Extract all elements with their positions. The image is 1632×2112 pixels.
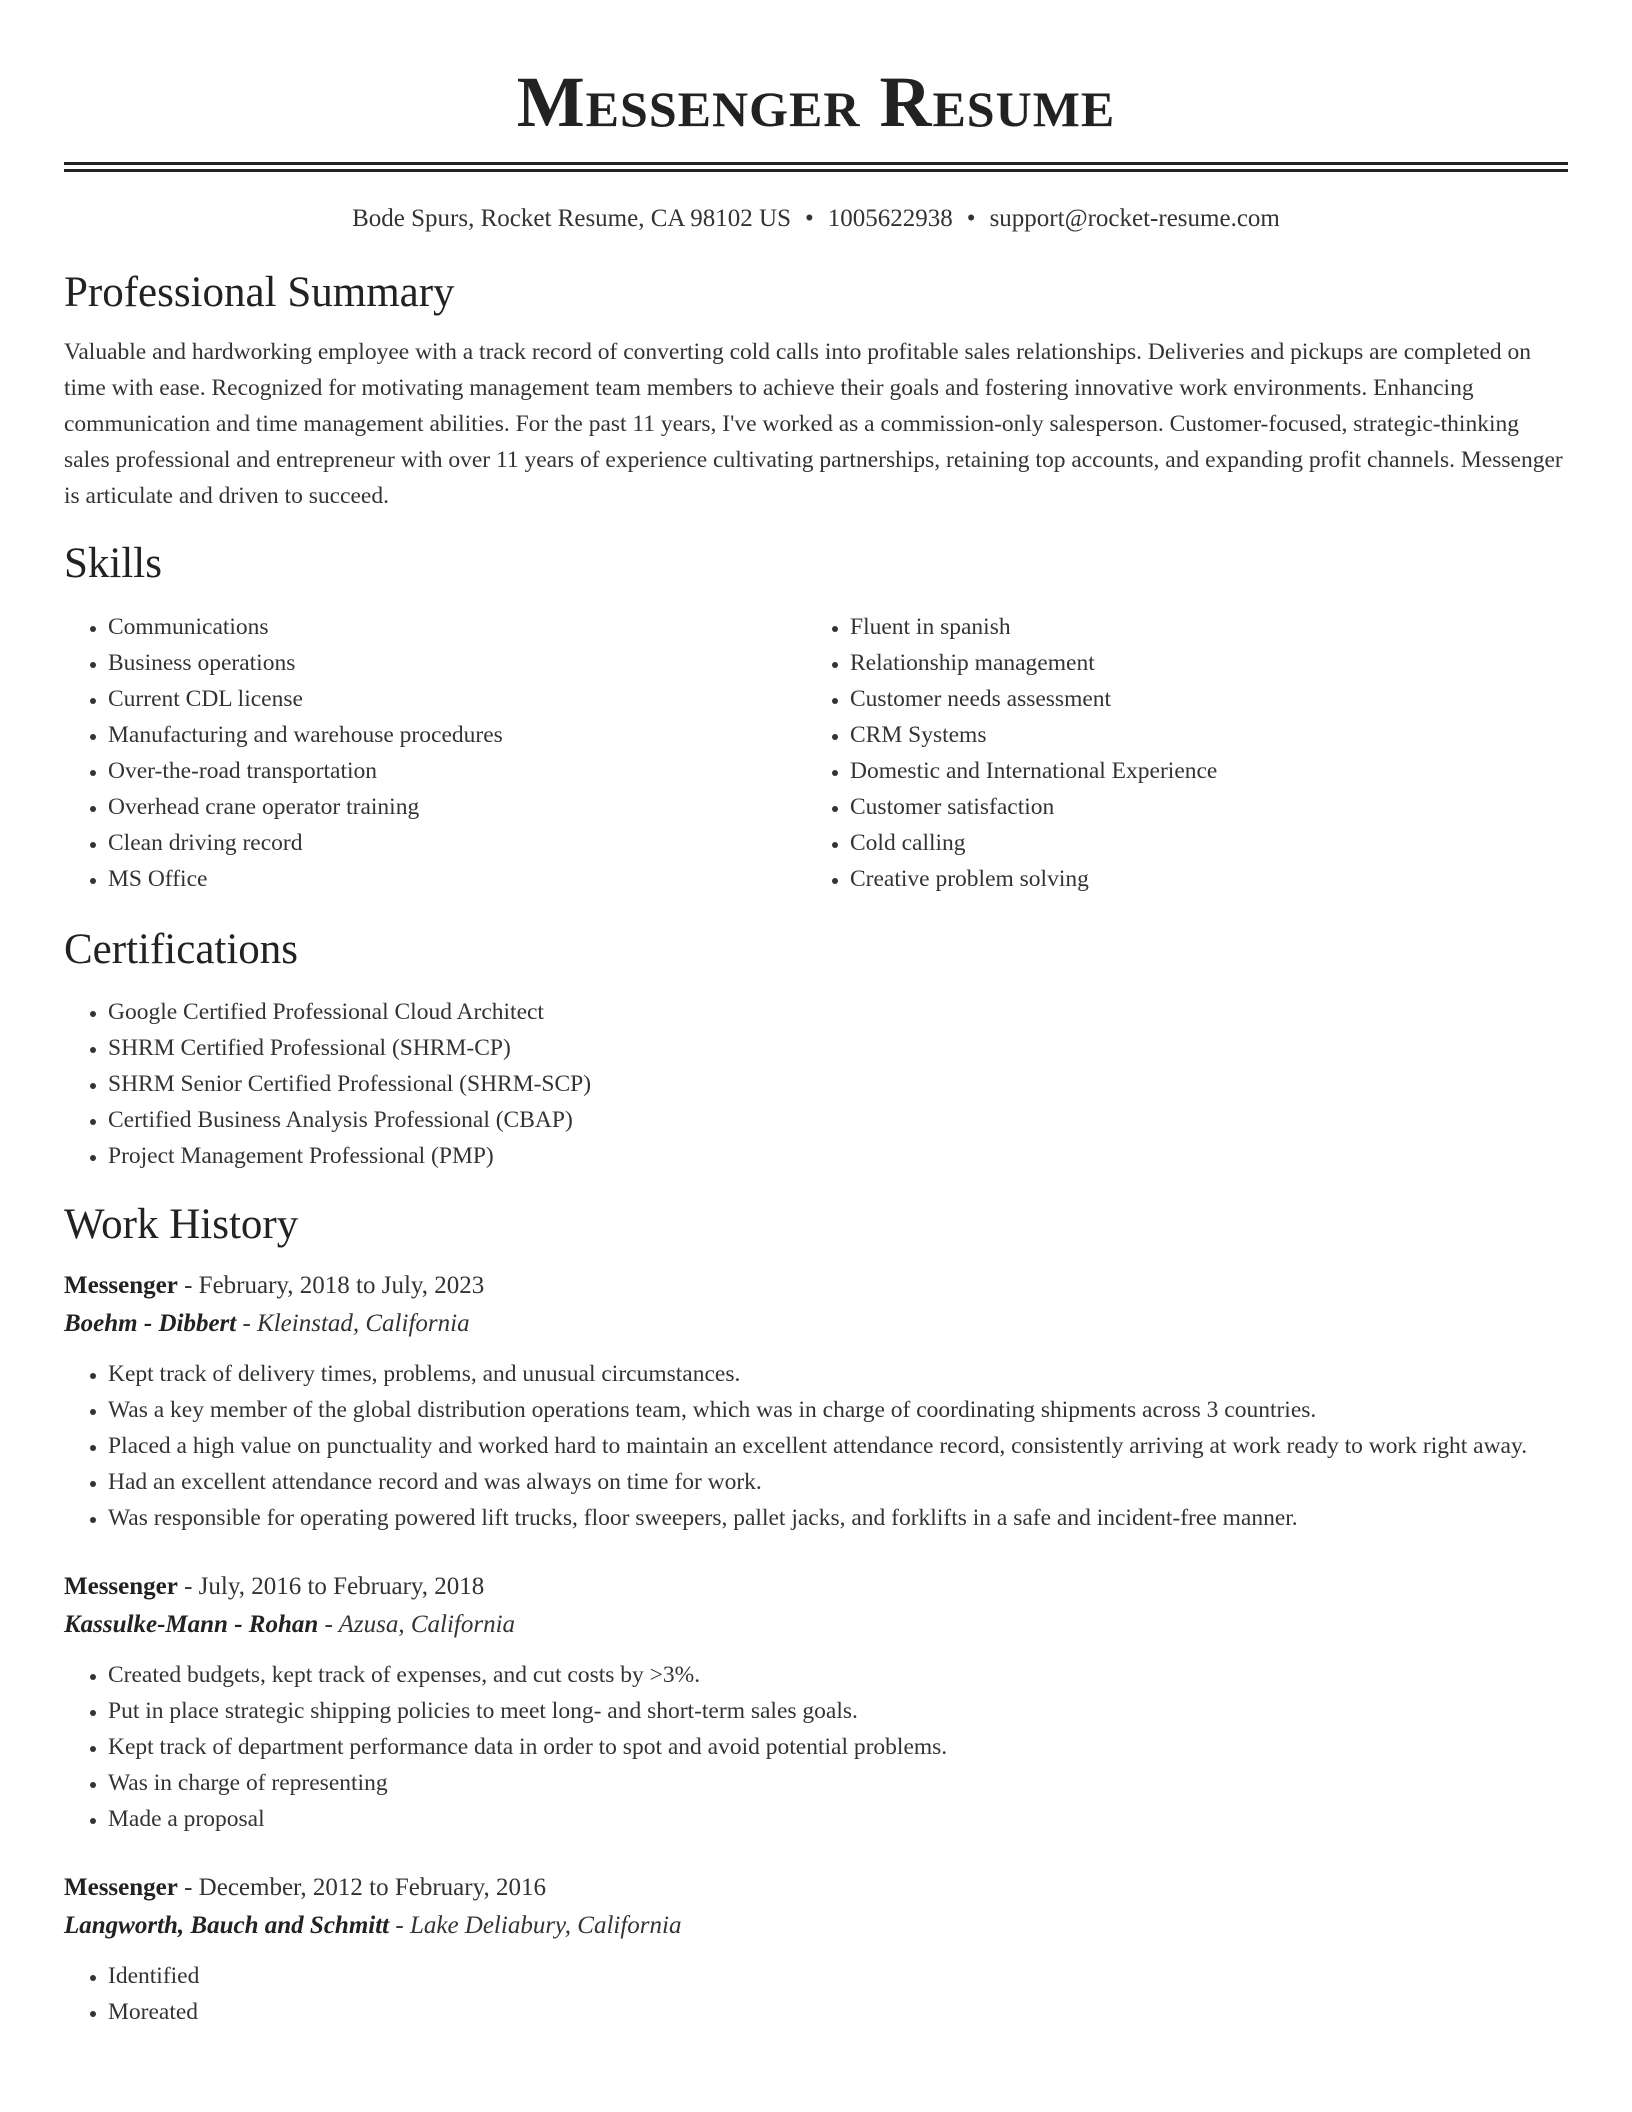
job-bullets (64, 1657, 1568, 1837)
job-bullet: • Placed a high value on punctuality and worked hard to maintain an excellent attendance record, consistently arriving at work ready to work right away. (108, 1428, 1568, 1464)
contact-line (64, 202, 1568, 236)
skill-item: • Relationship management (850, 645, 1548, 681)
job-title-line (64, 1267, 1568, 1305)
certifications-list (64, 994, 1568, 1174)
job-company-line (64, 1305, 1568, 1343)
job-bullet: • Kept track of delivery times, problems, and unusual circumstances. (108, 1356, 1568, 1392)
title-divider (64, 162, 1568, 172)
contact-address: Bode Spurs, Rocket Resume, CA 98102 US (352, 205, 792, 232)
job-dates: December, 2012 to February, 2016 (198, 1874, 546, 1901)
job-entry (64, 1869, 1568, 2030)
contact-separator: • (966, 205, 976, 232)
job-entry (64, 1568, 1568, 1837)
job-entry (64, 1267, 1568, 1536)
job-bullet: • Kept track of department performance data in order to spot and avoid potential problems. (108, 1729, 1568, 1765)
job-title-line (64, 1568, 1568, 1606)
resume-page (64, 0, 1568, 2030)
summary-heading: Professional Summary (64, 269, 455, 316)
job-bullets (64, 1356, 1568, 1536)
job-bullet: • Was a key member of the global distribution operations team, which was in charge of coordinating shipments across 3 countries. (108, 1392, 1568, 1428)
certification-item: • Google Certified Professional Cloud Architect (108, 994, 1568, 1030)
job-location: Azusa, California (338, 1611, 516, 1638)
dash-separator: - (389, 1912, 410, 1939)
job-location: Lake Deliabury, California (409, 1912, 682, 1939)
skill-item: • Cold calling (850, 825, 1548, 861)
dash-separator: - (177, 1573, 199, 1600)
certification-item: • SHRM Senior Certified Professional (SHRM-SCP) (108, 1066, 1568, 1102)
skill-item: • Creative problem solving (850, 861, 1548, 897)
dash-separator: - (318, 1611, 339, 1638)
skill-item: • Customer satisfaction (850, 789, 1548, 825)
certification-item: • Certified Business Analysis Professional (CBAP) (108, 1102, 1568, 1138)
summary-text: Valuable and hardworking employee with a track record of converting cold calls into profitable sales relationships. Deliveries and pickups are completed on time with ease. Recognized for motivating management team members to achieve their goals and fostering innovative work environments. Enhancing communication and time management abilities. For the past 11 years, I've worked as a commission-only salesperson. Customer-focused, strategic-thinking sales professional and entrepreneur with over 11 years of experience cultivating partnerships, retaining top accounts, and expanding profit channels. Messenger is articulate and driven to succeed. (64, 339, 1563, 509)
skill-item: • CRM Systems (850, 717, 1548, 753)
dash-separator: - (177, 1874, 199, 1901)
job-role: Messenger (64, 1874, 178, 1901)
skill-item: • Clean driving record (108, 825, 806, 861)
contact-separator: • (805, 205, 814, 232)
job-bullet: • Moreated (108, 1994, 1568, 2030)
skill-item: • Over-the-road transportation (108, 753, 806, 789)
skills-heading: Skills (64, 540, 162, 587)
job-company-line (64, 1907, 1568, 1945)
certification-item: • Project Management Professional (PMP) (108, 1138, 1568, 1174)
job-bullet: • Had an excellent attendance record and was always on time for work. (108, 1464, 1568, 1500)
certifications-heading: Certifications (64, 926, 299, 973)
job-title-line (64, 1869, 1568, 1907)
job-bullet: • Was in charge of representing (108, 1765, 1568, 1801)
job-dates: February, 2018 to July, 2023 (198, 1272, 485, 1299)
contact-phone: 1005622938 (827, 205, 953, 232)
contact-email: support@rocket-resume.com (989, 205, 1280, 232)
job-role: Messenger (64, 1573, 178, 1600)
job-bullet: • Identified (108, 1958, 1568, 1994)
job-location: Kleinstad, California (257, 1310, 470, 1337)
job-company: Kassulke-Mann - Rohan (64, 1611, 319, 1638)
certification-item: • SHRM Certified Professional (SHRM-CP) (108, 1030, 1568, 1066)
skill-item: • Domestic and International Experience (850, 753, 1548, 789)
job-bullet: • Created budgets, kept track of expenses, and cut costs by >3%. (108, 1657, 1568, 1693)
skills-list-left (64, 609, 806, 897)
job-bullet: • Put in place strategic shipping policies to meet long- and short-term sales goals. (108, 1693, 1568, 1729)
job-role: Messenger (64, 1272, 178, 1299)
job-bullets (64, 1958, 1568, 2030)
skill-item: • Customer needs assessment (850, 681, 1548, 717)
job-bullet: • Was responsible for operating powered lift trucks, floor sweepers, pallet jacks, and forklifts in a safe and incident-free manner. (108, 1500, 1568, 1536)
skill-item: • Communications (108, 609, 806, 645)
job-dates: July, 2016 to February, 2018 (198, 1573, 485, 1600)
skill-item: • Current CDL license (108, 681, 806, 717)
dash-separator: - (177, 1272, 199, 1299)
work-history-heading: Work History (64, 1201, 299, 1248)
skill-item: • MS Office (108, 861, 806, 897)
skill-item: • Manufacturing and warehouse procedures (108, 717, 806, 753)
skills-columns (64, 609, 1568, 897)
resume-title: Messenger Resume (516, 62, 1116, 142)
dash-separator: - (236, 1310, 258, 1337)
skill-item: • Overhead crane operator training (108, 789, 806, 825)
job-bullet: • Made a proposal (108, 1801, 1568, 1837)
job-company: Langworth, Bauch and Schmitt (64, 1912, 390, 1939)
job-company-line (64, 1606, 1568, 1644)
job-company: Boehm - Dibbert (64, 1310, 237, 1337)
skills-list-right (806, 609, 1548, 897)
skill-item: • Business operations (108, 645, 806, 681)
skill-item: • Fluent in spanish (850, 609, 1548, 645)
